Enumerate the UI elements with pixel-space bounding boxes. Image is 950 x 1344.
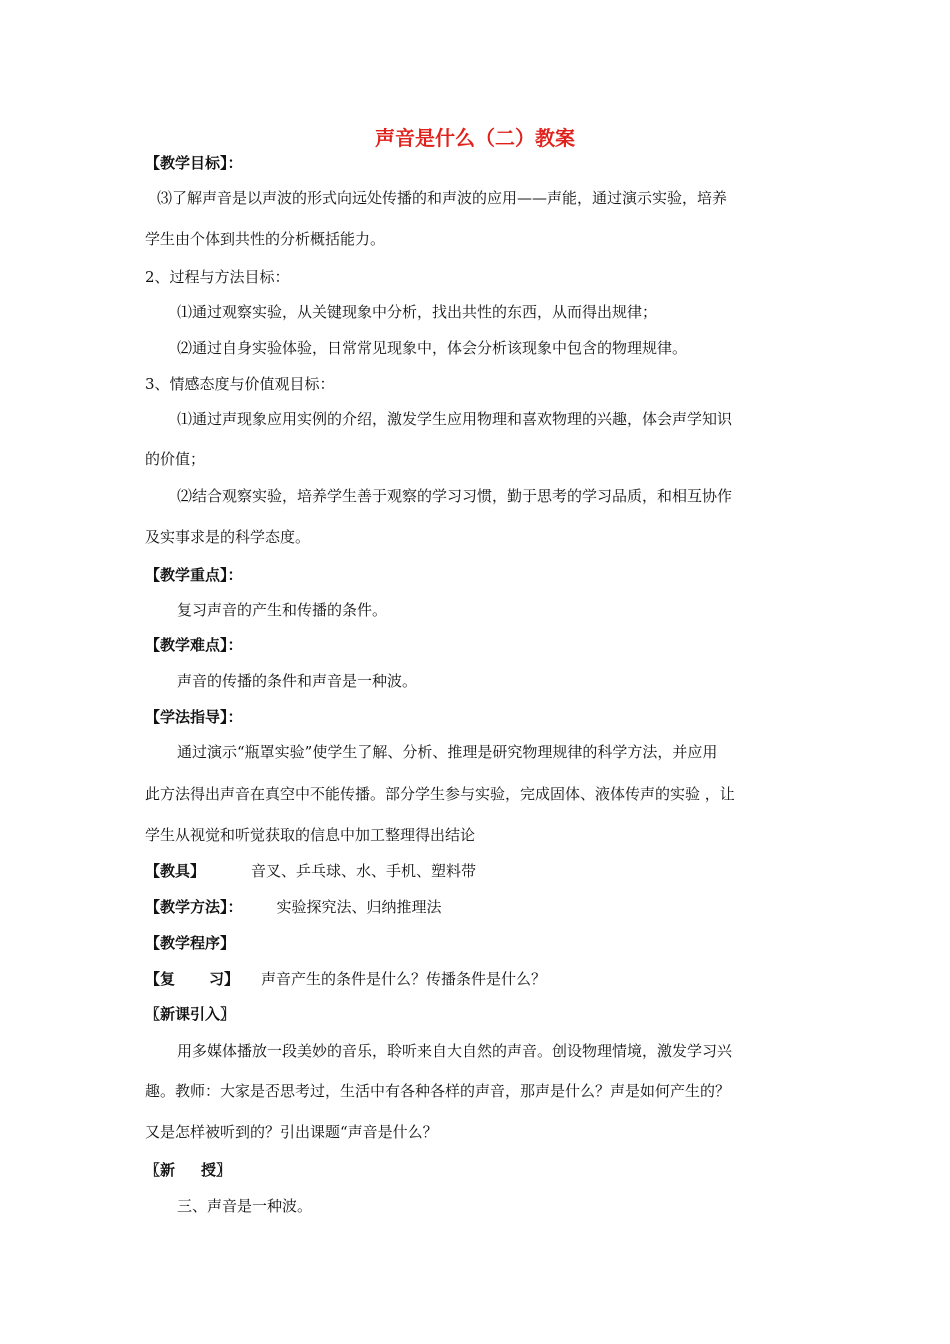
heading-review-part1: 【复 — [145, 970, 176, 988]
paragraph-line: 声音的传播的条件和声音是一种波。 — [177, 672, 418, 690]
teaching-method-row — [145, 896, 805, 918]
heading-procedure: 【教学程序】 — [145, 934, 236, 952]
paragraph-line: 2、过程与方法目标： — [145, 268, 290, 286]
heading-review-part2: 习】 — [209, 970, 240, 988]
heading-new-teaching-part1: 〖新 — [145, 1161, 176, 1179]
paragraph-line: 学生由个体到共性的分析概括能力。 — [145, 230, 386, 248]
paragraph-line: 3、情感态度与价值观目标： — [145, 375, 335, 393]
paragraph-line: ⑵结合观察实验，培养学生善于观察的学习习惯，勤于思考的学习品质，和相互协作 — [177, 487, 733, 505]
paragraph-line: 此方法得出声音在真空中不能传播。部分学生参与实验，完成固体、液体传声的实验 ，让 — [145, 785, 735, 803]
paragraph-line: 用多媒体播放一段美妙的音乐，聆听来自大自然的声音。创设物理情境，激发学习兴 — [177, 1042, 733, 1060]
paragraph-line: 的价值； — [145, 450, 206, 468]
paragraph-line: 及实事求是的科学态度。 — [145, 528, 311, 546]
heading-tools: 【教具】 — [145, 862, 206, 880]
paragraph-line: ⑴通过观察实验，从关键现象中分析，找出共性的东西，从而得出规律； — [177, 303, 658, 321]
paragraph-line: 通过演示“瓶罩实验”使学生了解、分析、推理是研究物理规律的科学方法，并应用 — [177, 743, 718, 761]
teaching-tools-row — [145, 860, 805, 882]
review-question: 声音产生的条件是什么？传播条件是什么？ — [261, 970, 547, 988]
heading-key-points: 【教学重点】： — [145, 566, 243, 584]
paragraph-line: 复习声音的产生和传播的条件。 — [177, 601, 388, 619]
paragraph-line: 又是怎样被听到的？引出课题“声音是什么？ — [145, 1123, 438, 1141]
methods-list: 实验探究法、归纳推理法 — [276, 898, 442, 916]
paragraph-line: ⑶了解声音是以声波的形式向远处传播的和声波的应用——声能，通过演示实验，培养 — [157, 189, 728, 207]
paragraph-line: ⑵通过自身实验体验，日常常见现象中，体会分析该现象中包含的物理规律。 — [177, 339, 688, 357]
heading-new-lesson-intro: 〖新课引入〗 — [145, 1005, 236, 1023]
review-row — [145, 968, 805, 990]
paragraph-line: 趣。教师：大家是否思考过，生活中有各种各样的声音，那声是什么？声是如何产生的？ — [145, 1082, 731, 1100]
heading-objectives: 【教学目标】： — [145, 154, 243, 172]
heading-difficulties: 【教学难点】： — [145, 636, 243, 654]
document-title: 声音是什么（二）教案 — [375, 126, 575, 150]
paragraph-line: 学生从视觉和听觉获取的信息中加工整理得出结论 — [145, 826, 476, 844]
heading-methods: 【教学方法】： — [145, 898, 243, 916]
heading-new-teaching-part2: 授〗 — [201, 1161, 232, 1179]
paragraph-line: 三、声音是一种波。 — [177, 1197, 313, 1215]
new-teaching-row — [145, 1159, 805, 1181]
heading-study-guide: 【学法指导】： — [145, 708, 243, 726]
paragraph-line: ⑴通过声现象应用实例的介绍，激发学生应用物理和喜欢物理的兴趣，体会声学知识 — [177, 410, 733, 428]
tools-list: 音叉、乒乓球、水、手机、塑料带 — [251, 862, 477, 880]
